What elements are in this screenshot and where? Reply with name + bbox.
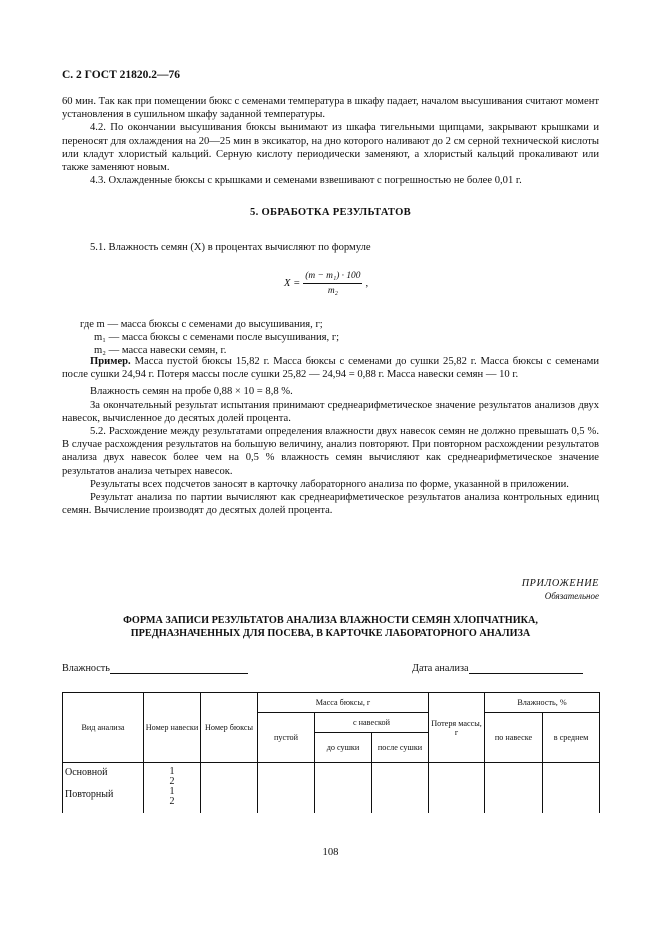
paragraph-results-record: Результаты всех подсчетов заносят в карточку лабораторного анализа по форме, указанной в приложении. (90, 478, 569, 490)
header-per-sample: по навеске (485, 713, 543, 763)
sample-number: 1 (169, 766, 175, 777)
humidity-field-line[interactable] (110, 662, 248, 674)
formula-lhs: X = (284, 278, 301, 289)
header-bottle-number: Номер бюксы (201, 693, 258, 763)
paragraph-final-result: За окончательный результат испытания принимают среднеарифметическое значение результатов анализов двух навесок, вычисленное до десятых долей процента. (62, 399, 599, 424)
table-row (63, 763, 600, 814)
formula-denominator: m₂ (327, 286, 338, 296)
analysis-record-table (62, 692, 600, 813)
definition-m1: m₁ — масса бюксы с семенами после высушивания, г; (94, 332, 340, 344)
header-bottle-mass: Масса бюксы, г (258, 693, 429, 713)
header-average: в среднем (543, 713, 600, 763)
header-empty-bottle: пустой (258, 713, 315, 763)
humidity-formula (284, 271, 368, 296)
paragraph-result: Влажность семян на пробе 0,88 × 10 = 8,8 %. (90, 386, 293, 398)
table-cell-empty[interactable] (429, 763, 485, 814)
row-type-repeat: Повторный (65, 789, 114, 800)
definition-m2: m₂ — масса навески семян, г. (94, 345, 227, 357)
definition-m: где m — масса бюксы с семенами до высушивания, г; (80, 319, 323, 330)
formula-fraction (303, 271, 362, 296)
paragraph-4-2: 4.2. По окончании высушивания бюксы вынимают из шкафа тигельными щипцами, закрывают крышками и переносят для охлаждения на 20—25 мин в эксикатор, на дно которого наливают до 2 см серной технической кислоты или кладут хлористый кальций. Серную кислоту периодически заменяют, а хлористый кальций прокаливают или также заменяют новым. (62, 122, 599, 174)
table-cell-empty[interactable] (201, 763, 258, 814)
table-cell-empty[interactable] (315, 763, 372, 814)
header-mass-loss: Потеря массы, г (429, 693, 485, 763)
table-cell-type (63, 763, 144, 814)
text-block-bottom (62, 355, 599, 517)
text-block-top (62, 95, 599, 187)
header-after-drying: после сушки (372, 733, 429, 763)
table-cell-empty[interactable] (372, 763, 429, 814)
form-title-line: ФОРМА ЗАПИСИ РЕЗУЛЬТАТОВ АНАЛИЗА ВЛАЖНОСТИ СЕМЯН ХЛОПЧАТНИКА, (123, 615, 538, 626)
formula-numerator: (m − m₁) · 100 (303, 271, 362, 284)
appendix-title: ПРИЛОЖЕНИЕ (521, 578, 599, 589)
date-field (412, 662, 583, 674)
paragraph-batch-result: Результат анализа по партии вычисляют как среднеарифметическое результатов анализа контрольных единиц семян. Вычисление производят до десятых долей процента. (62, 492, 599, 517)
appendix-label (522, 578, 599, 602)
row-type-main: Основной (65, 767, 108, 778)
section-title: 5. ОБРАБОТКА РЕЗУЛЬТАТОВ (250, 207, 411, 218)
sample-number: 2 (169, 776, 175, 787)
example-paragraph (62, 355, 599, 381)
paragraph-5-2: 5.2. Расхождение между результатами определения влажности двух навесок семян не должно превышать 0,5 %. В случае расхождения результатов на большую величину, анализ повторяют. При повторном расхождении результатов анализа двух навесок более чем на 0,5 % влажность семян вычисляют как среднеарифметическое значение результатов анализа четырех навесок. (62, 426, 599, 477)
formula-tail: , (365, 278, 369, 289)
form-title (62, 614, 599, 640)
date-field-line[interactable] (469, 662, 583, 674)
header-sample-number: Номер навески (144, 693, 201, 763)
table-cell-sample-numbers (144, 763, 201, 814)
table-cell-empty[interactable] (485, 763, 543, 814)
text-block-5-1 (62, 241, 599, 254)
date-field-label: Дата анализа (412, 663, 469, 674)
variable-definitions (80, 318, 339, 358)
header-before-drying: до сушки (315, 733, 372, 763)
paragraph: 60 мин. Так как при помещении бюкс с семенами температура в шкафу падает, началом высушивания считают момент установления в сушильном шкафу заданной температуры. (62, 96, 599, 121)
example-text: Масса пустой бюксы 15,82 г. Масса бюксы с семенами до сушки 25,82 г. Масса бюксы с семенами после сушки 24,94 г. Потеря массы после сушки 25,82 — 24,94 = 0,88 г. Масса навески семян — 10 г. (62, 356, 599, 381)
table-cell-empty[interactable] (543, 763, 600, 814)
page-header: С. 2 ГОСТ 21820.2—76 (62, 69, 181, 81)
example-label: Пример. (90, 356, 131, 367)
page-number: 108 (322, 847, 339, 858)
paragraph-4-3: 4.3. Охлажденные бюксы с крышками и семенами взвешивают с погрешностью не более 0,01 г. (90, 175, 522, 187)
header-with-sample: с навеской (315, 713, 429, 733)
appendix-subtitle: Обязательное (544, 591, 599, 601)
sample-number: 1 (169, 786, 175, 797)
table-cell-empty[interactable] (258, 763, 315, 814)
sample-number: 2 (169, 796, 175, 807)
humidity-field (62, 662, 248, 674)
header-humidity: Влажность, % (485, 693, 600, 713)
humidity-field-label: Влажность (62, 663, 110, 674)
header-analysis-type: Вид анализа (63, 693, 144, 763)
paragraph-5-1: 5.1. Влажность семян (X) в процентах вычисляют по формуле (90, 242, 371, 253)
form-title-line: ПРЕДНАЗНАЧЕННЫХ ДЛЯ ПОСЕВА, В КАРТОЧКЕ ЛАБОРАТОРНОГО АНАЛИЗА (130, 628, 531, 639)
